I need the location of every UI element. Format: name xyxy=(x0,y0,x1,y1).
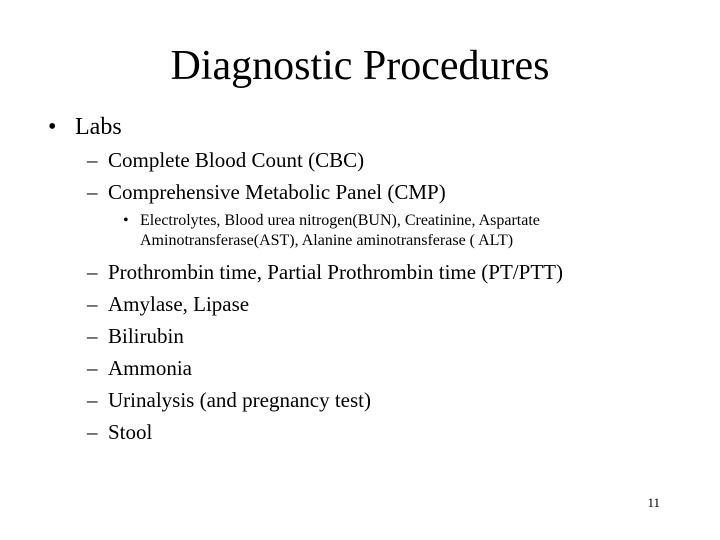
dash-icon: – xyxy=(87,260,98,284)
dash-icon: – xyxy=(87,420,98,444)
sub-item-label: Stool xyxy=(108,420,153,444)
bullet-labs-label: Labs xyxy=(75,114,122,140)
sub-item-label: Comprehensive Metabolic Panel (CMP) xyxy=(108,180,446,204)
slide-title: Diagnostic Procedures xyxy=(170,43,550,89)
sub-item-label: Amylase, Lipase xyxy=(108,292,250,316)
bullet-icon: • xyxy=(123,212,129,229)
sub-item-label: Ammonia xyxy=(108,356,192,380)
page-number: 11 xyxy=(647,495,660,510)
dash-icon: – xyxy=(87,388,98,412)
dash-icon: – xyxy=(87,324,98,348)
dash-icon: – xyxy=(87,356,98,380)
sub-item-label: Urinalysis (and pregnancy test) xyxy=(108,388,372,412)
sub-item-label: Complete Blood Count (CBC) xyxy=(108,148,365,172)
dash-icon: – xyxy=(87,292,98,316)
dash-icon: – xyxy=(87,180,98,204)
cmp-detail-text: Electrolytes, Blood urea nitrogen(BUN), Creatinine, Aspartate Aminotransferase(AST), Alanine aminotransferase ( ALT) xyxy=(140,212,540,249)
dash-icon: – xyxy=(87,148,98,172)
bullet-icon: • xyxy=(48,114,57,140)
sub-item-label: Bilirubin xyxy=(108,324,184,348)
sub-item-label: Prothrombin time, Partial Prothrombin time (PT/PTT) xyxy=(108,260,563,284)
